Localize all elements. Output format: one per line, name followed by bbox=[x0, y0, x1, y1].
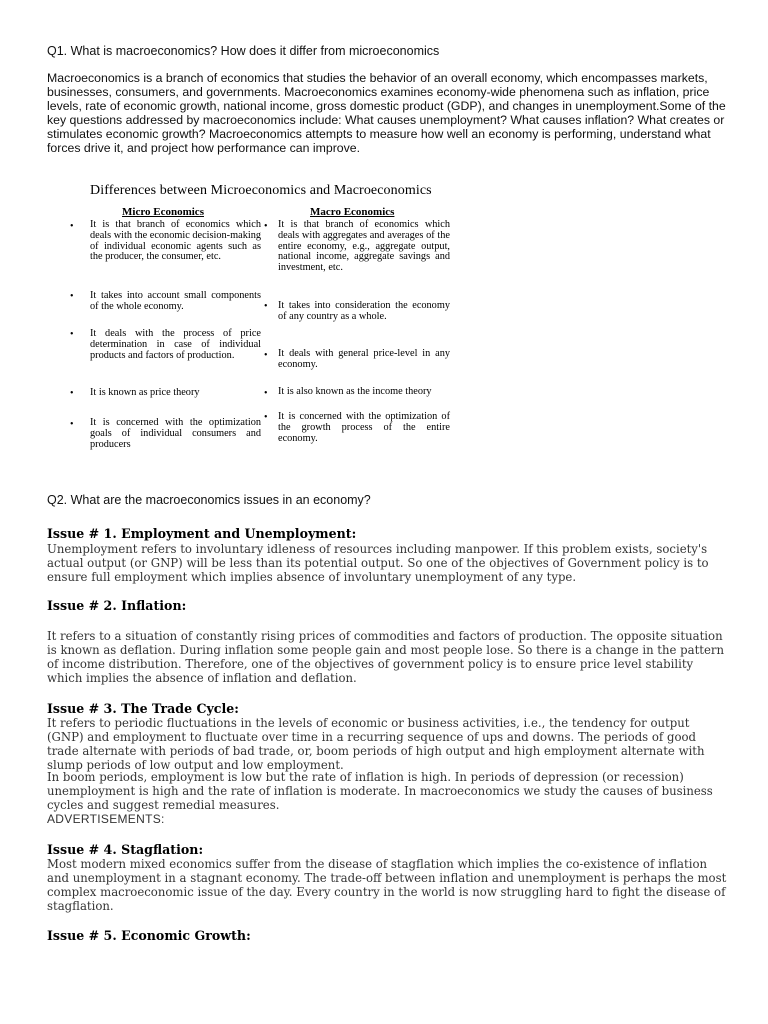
bullet-icon: • bbox=[264, 221, 268, 232]
issue-3-body-continued: In boom periods, employment is low but the rate of inflation is high. In periods of depression (or recession) unemployment is high and the rate of inflation is moderate. In macroeconomics we study the causes of business cycles and suggest remedial measures. bbox=[47, 770, 713, 812]
macro-row-1: It is that branch of economics which deals with aggregates and averages of the entire economy, e.g., aggregate output, national income, aggregate savings and investment, etc. bbox=[278, 219, 450, 274]
bullet-icon: • bbox=[264, 350, 268, 361]
micro-row-1: It is that branch of economics which deals with the economic decision-making of individual economic agents such as the producer, the consumer, etc. bbox=[90, 219, 261, 263]
issue-2-body: It refers to a situation of constantly rising prices of commodities and factors of production. The opposite situation is known as deflation. During inflation some people gain and most people lose. So there is a change in the pattern of income distribution. Therefore, one of the objectives of government policy is to ensure price level stability which implies the absence of inflation and deflation. bbox=[47, 629, 725, 685]
macro-column-header: Macro Economics bbox=[310, 206, 395, 218]
issue-4-title: Issue # 4. Stagflation: bbox=[47, 842, 204, 857]
micro-row-5: It is concerned with the optimization goals of individual consumers and producers bbox=[90, 417, 261, 450]
question-1-heading: Q1. What is macroeconomics? How does it differ from microeconomics bbox=[47, 44, 440, 58]
macro-row-5: It is concerned with the optimization of the growth process of the entire economy. bbox=[278, 411, 450, 444]
issue-5-title: Issue # 5. Economic Growth: bbox=[47, 928, 251, 943]
micro-column-header: Micro Economics bbox=[122, 206, 204, 218]
micro-row-2: It takes into account small components of the whole economy. bbox=[90, 290, 261, 312]
micro-row-3: It deals with the process of price determination in case of individual products and factors of production. bbox=[90, 328, 261, 361]
bullet-icon: • bbox=[264, 412, 268, 423]
bullet-icon: • bbox=[70, 291, 74, 302]
issue-3-title: Issue # 3. The Trade Cycle: bbox=[47, 701, 239, 716]
issue-1-title: Issue # 1. Employment and Unemployment: bbox=[47, 526, 357, 541]
issue-1-body: Unemployment refers to involuntary idleness of resources including manpower. If this problem exists, society's actual output (or GNP) will be less than its potential output. So one of the objectives of Government policy is to ensure full employment which implies absence of involuntary unemployment of any type. bbox=[47, 542, 709, 584]
issue-2-title: Issue # 2. Inflation: bbox=[47, 598, 187, 613]
bullet-icon: • bbox=[70, 329, 74, 340]
question-2-heading: Q2. What are the macroeconomics issues in an economy? bbox=[47, 493, 371, 507]
bullet-icon: • bbox=[70, 419, 74, 430]
macroeconomics-intro-paragraph: Macroeconomics is a branch of economics that studies the behavior of an overall economy, which encompasses markets, businesses, consumers, and governments. Macroeconomics examines economy-wide phenomena such as inflation, price levels, rate of economic growth, national income, gross domestic product (GDP), and changes in unemployment.Some of the key questions addressed by macroeconomics include: What causes unemployment? What causes inflation? What creates or stimulates economic growth? Macroeconomics attempts to measure how well an economy is performing, understand what forces drive it, and project how performance can improve. bbox=[47, 71, 726, 156]
macro-row-4: It is also known as the income theory bbox=[278, 386, 432, 397]
comparison-table-figure bbox=[70, 183, 454, 453]
bullet-icon: • bbox=[70, 221, 74, 232]
advertisements-label: ADVERTISEMENTS: bbox=[47, 812, 165, 826]
bullet-icon: • bbox=[264, 301, 268, 312]
bullet-icon: • bbox=[264, 388, 268, 399]
macro-row-3: It deals with general price-level in any economy. bbox=[278, 348, 450, 370]
bullet-icon: • bbox=[70, 388, 74, 399]
micro-row-4: It is known as price theory bbox=[90, 387, 200, 398]
macro-row-2: It takes into consideration the economy of any country as a whole. bbox=[278, 300, 450, 322]
comparison-title: Differences between Microeconomics and Macroeconomics bbox=[90, 183, 432, 198]
issue-4-body: Most modern mixed economics suffer from the disease of stagflation which implies the co-existence of inflation and unemployment in a stagnant economy. The trade-off between inflation and unemployment is perhaps the most complex macroeconomic issue of the day. Every country in the world is now struggling hard to fight the disease of stagflation. bbox=[47, 857, 727, 913]
issue-3-body: It refers to periodic fluctuations in the levels of economic or business activities, i.e., the tendency for output (GNP) and employment to fluctuate over time in a recurring sequence of ups and downs. The periods of good trade alternate with periods of bad trade, or, boom periods of high output and high employment alternate with slump periods of low output and low employment. bbox=[47, 716, 705, 772]
